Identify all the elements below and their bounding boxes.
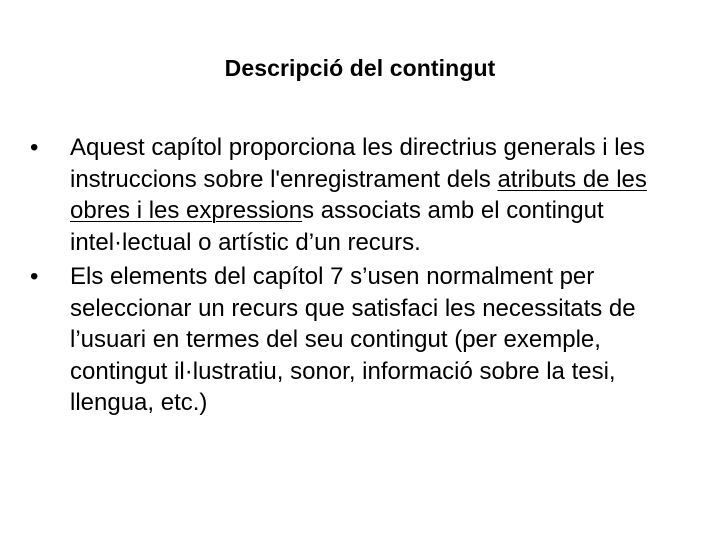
slide-title: Descripció del contingut (224, 55, 496, 81)
bullet-item-1 (30, 132, 690, 258)
bullet-marker: • (30, 134, 39, 161)
bullet-text-1-end: s associats amb el contingut intel·lectual o artístic d’un recurs. (70, 197, 604, 256)
underlined-phrase: atributs de les obres i les expression (70, 165, 647, 224)
bullet-list (30, 132, 690, 422)
bullet-marker: • (30, 263, 39, 290)
bullet-text-2: Els elements del capítol 7 s’usen normalment per seleccionar un recurs que satisfaci les necessitats de l’usuari en termes del seu contingut (per exemple, contingut il·lustratiu, sonor, informació sobre la tesi, llengua, etc.) (70, 263, 636, 416)
bullet-item-2 (30, 261, 690, 419)
bullet-text-1-start: Aquest capítol proporciona les directrius generals i les instruccions sobre l'enregistrament dels (70, 134, 645, 193)
